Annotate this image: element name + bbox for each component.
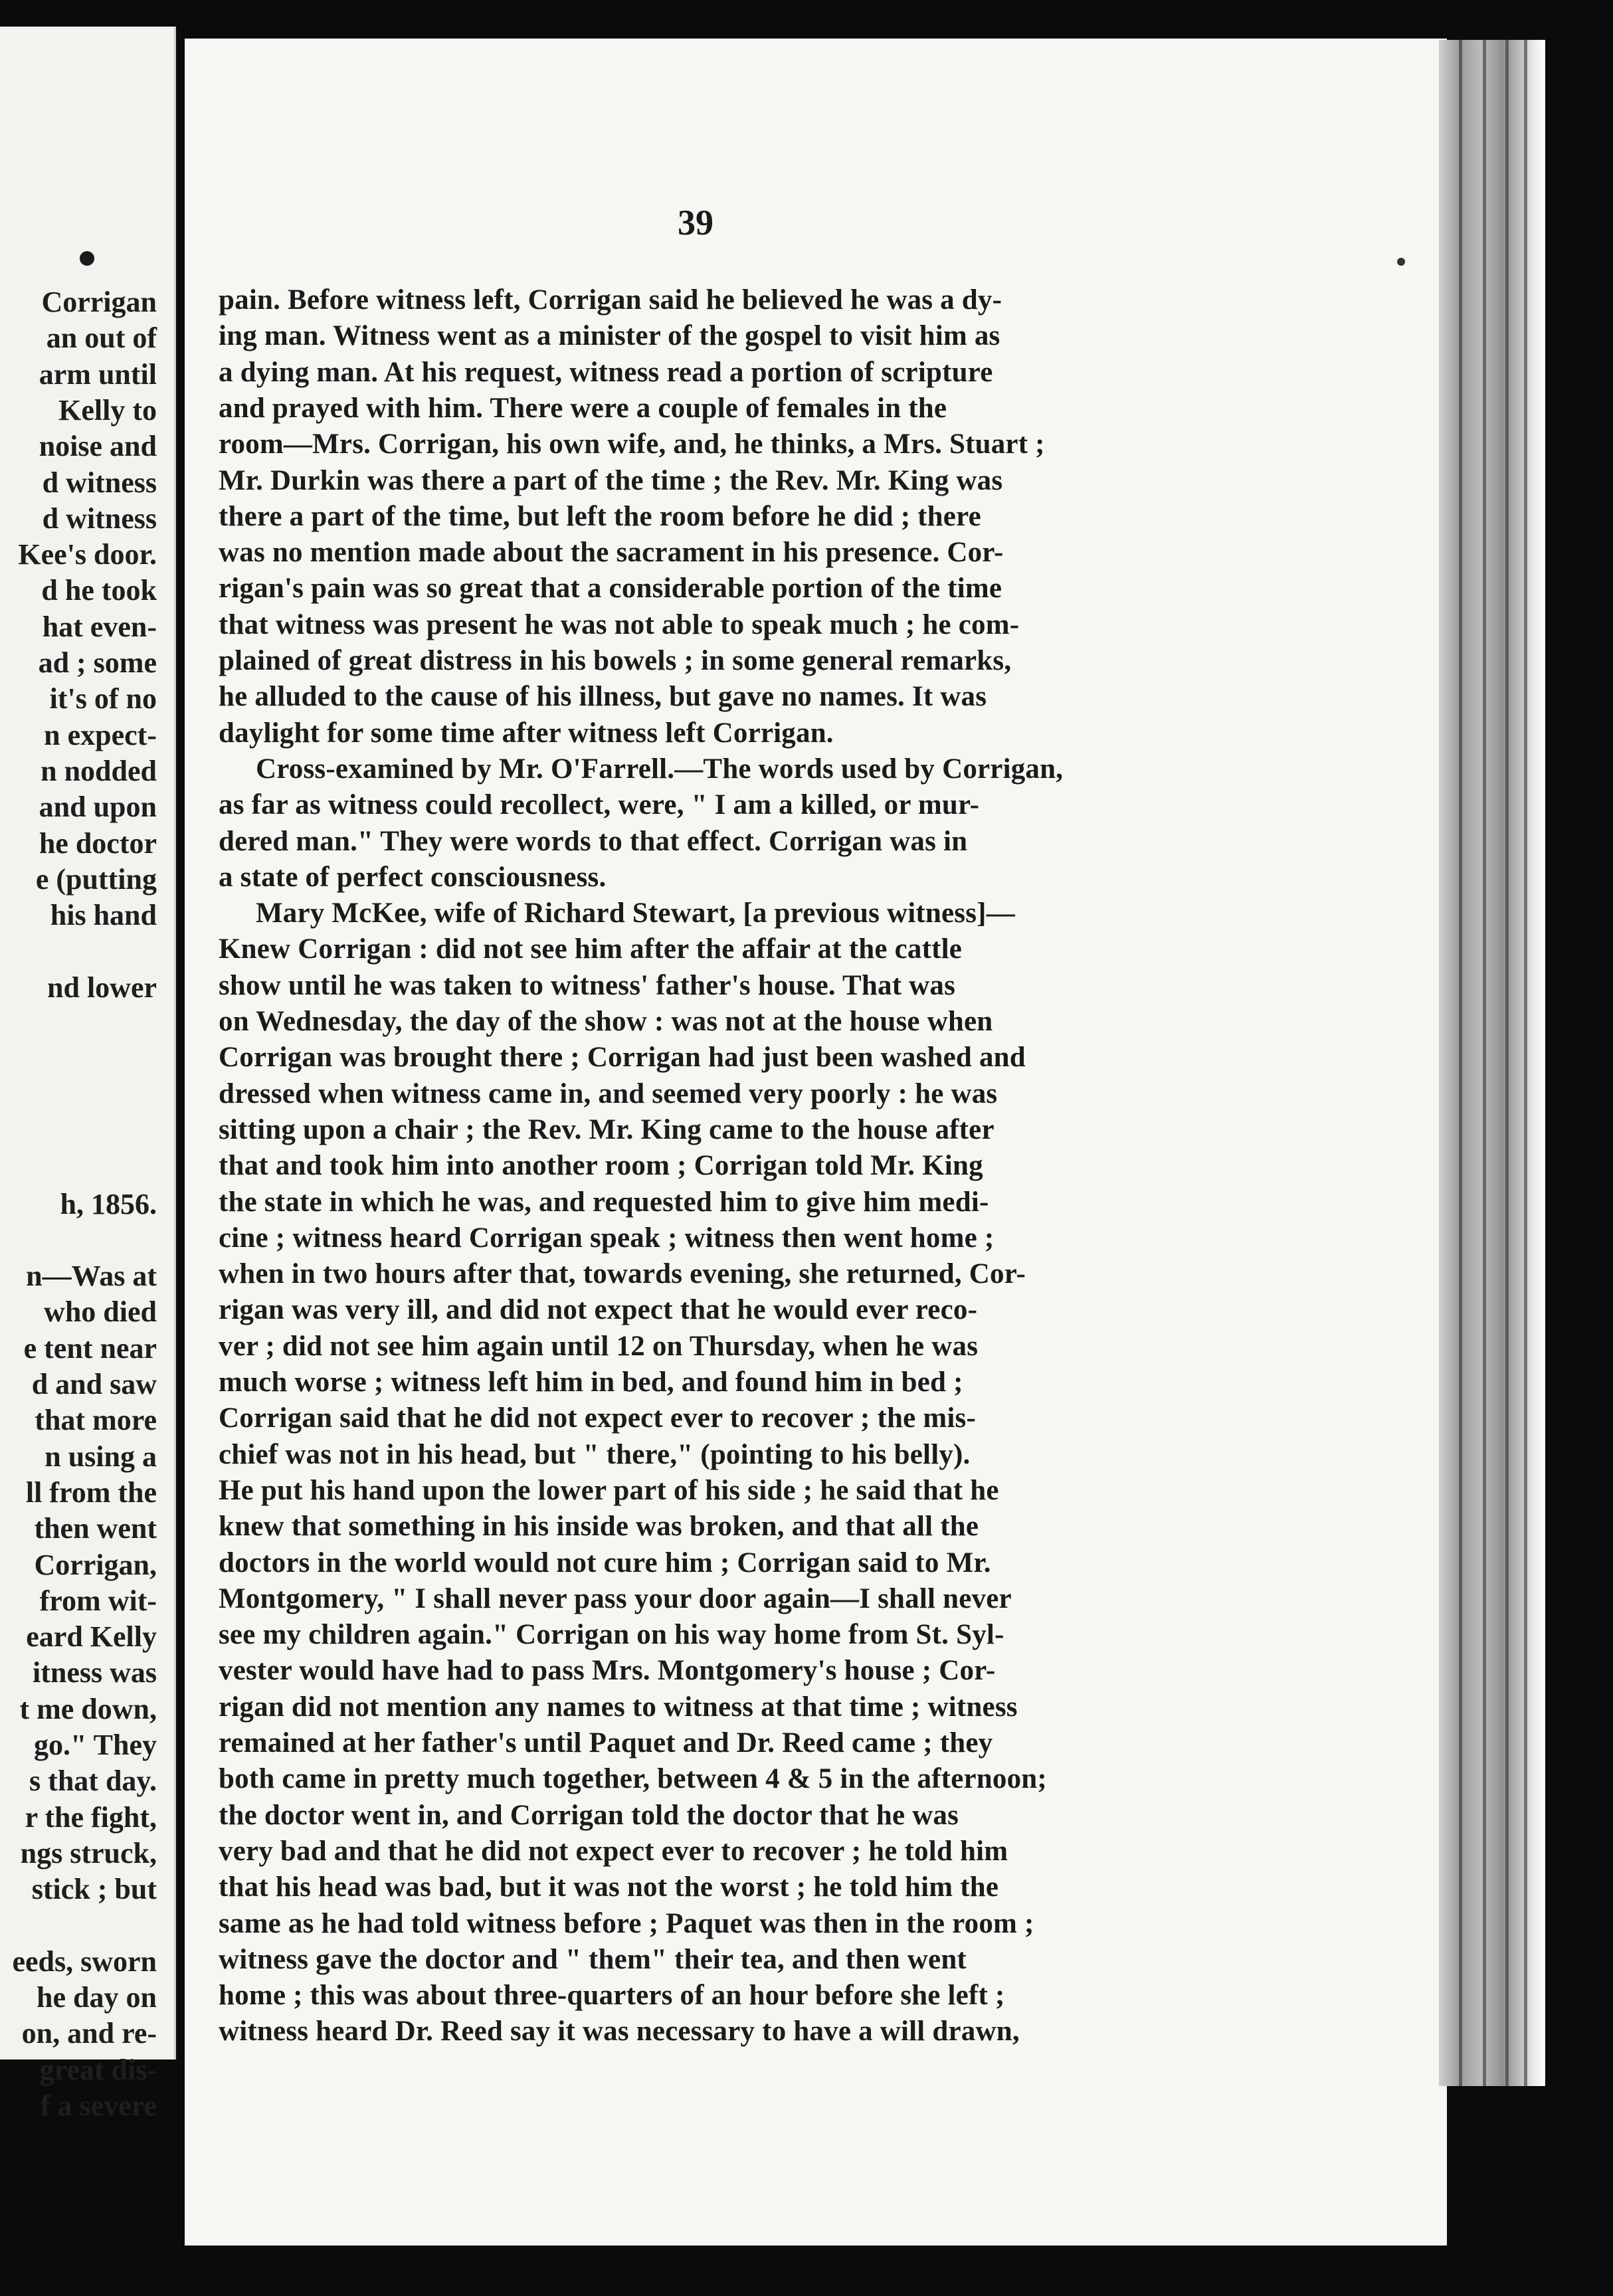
text-line: show until he was taken to witness' father's house. That was xyxy=(219,969,956,1001)
print-mark xyxy=(80,251,94,266)
facing-text-line: Corrigan, xyxy=(34,1548,157,1581)
text-line: dered man." They were words to that effect. Corrigan was in xyxy=(219,825,968,857)
facing-text-line: it's of no xyxy=(49,682,157,716)
text-line: same as he had told witness before ; Paquet was then in the room ; xyxy=(219,1907,1034,1939)
facing-text-line: n expect- xyxy=(44,718,157,751)
text-line: rigan did not mention any names to witness at that time ; witness xyxy=(219,1691,1018,1723)
facing-text-line: noise and xyxy=(39,430,157,463)
text-line: much worse ; witness left him in bed, and found him in bed ; xyxy=(219,1367,963,1398)
facing-text-line: arm until xyxy=(39,357,157,391)
facing-text-line: hat even- xyxy=(42,610,157,643)
facing-text-line: s that day. xyxy=(29,1765,157,1798)
text-line: see my children again." Corrigan on his way home from St. Syl- xyxy=(219,1619,1004,1651)
facing-text-line: he day on xyxy=(37,1981,157,2014)
text-line: sitting upon a chair ; the Rev. Mr. King came to the house after xyxy=(219,1113,995,1145)
text-line: both came in pretty much together, between 4 & 5 in the afternoon; xyxy=(219,1763,1047,1795)
text-line: home ; this was about three-quarters of an hour before she left ; xyxy=(219,1980,1005,2012)
facing-text-line: who died xyxy=(44,1295,157,1329)
facing-text-line: n nodded xyxy=(41,754,157,787)
facing-text-line: on, and re- xyxy=(21,2017,157,2050)
facing-text-line: t me down, xyxy=(19,1692,157,1725)
text-line: that and took him into another room ; Corrigan told Mr. King xyxy=(219,1150,983,1182)
facing-text-line: d he took xyxy=(41,574,157,607)
facing-text-line: e tent near xyxy=(23,1331,157,1365)
facing-text-line: d and saw xyxy=(31,1368,157,1400)
text-line: as far as witness could recollect, were, " I am a killed, or mur- xyxy=(219,789,980,821)
facing-page-fragment xyxy=(0,27,176,2122)
text-line: Mr. Durkin was there a part of the time ; the Rev. Mr. King was xyxy=(219,464,1003,496)
text-line: vester would have had to pass Mrs. Montgomery's house ; Cor- xyxy=(219,1655,996,1687)
facing-text-line: Corrigan xyxy=(41,286,157,318)
text-line: that his head was bad, but it was not the worst ; he told him the xyxy=(219,1871,999,1903)
facing-text-line: great dis- xyxy=(39,2053,157,2086)
text-line: Corrigan was brought there ; Corrigan had just been washed and xyxy=(219,1042,1026,1074)
facing-text-line: eard Kelly xyxy=(26,1620,157,1654)
text-line: was no mention made about the sacrament in his presence. Cor- xyxy=(219,537,1004,569)
text-line: Mary McKee, wife of Richard Stewart, [a previous witness]— xyxy=(256,898,1015,929)
text-line: room—Mrs. Corrigan, his own wife, and, he thinks, a Mrs. Stuart ; xyxy=(219,429,1045,460)
text-line: that witness was present he was not able to speak much ; he com- xyxy=(219,609,1020,640)
text-line: remained at her father's until Paquet and Dr. Reed came ; they xyxy=(219,1727,993,1759)
text-line: Montgomery, " I shall never pass your door again—I shall never xyxy=(219,1582,1012,1614)
page-number: 39 xyxy=(678,203,713,242)
book-page-edges xyxy=(1439,40,1545,2086)
facing-text-line: ad ; some xyxy=(38,646,157,679)
facing-text-line: Kelly to xyxy=(58,393,157,427)
facing-text-line: an out of xyxy=(46,322,157,355)
text-line: on Wednesday, the day of the show : was not at the house when xyxy=(219,1006,993,1037)
text-line: knew that something in his inside was broken, and that all the xyxy=(219,1511,979,1543)
text-line: Corrigan said that he did not expect ever to recover ; the mis- xyxy=(219,1402,976,1434)
facing-text-line: stick ; but xyxy=(31,1873,157,1906)
text-line: he alluded to the cause of his illness, but gave no names. It was xyxy=(219,681,987,713)
facing-text-line: r the fight, xyxy=(25,1800,157,1834)
text-line: dressed when witness came in, and seemed very poorly : he was xyxy=(219,1078,998,1109)
facing-text-line: n using a xyxy=(45,1440,157,1473)
facing-text-line: itness was xyxy=(32,1656,157,1689)
text-line: very bad and that he did not expect ever to recover ; he told him xyxy=(219,1835,1008,1867)
text-line: a state of perfect consciousness. xyxy=(219,861,607,893)
facing-text-line: d witness xyxy=(42,502,157,535)
text-line: He put his hand upon the lower part of his side ; he said that he xyxy=(219,1474,999,1506)
text-line: plained of great distress in his bowels ; in some general remarks, xyxy=(219,645,1012,676)
text-line: the state in which he was, and requested him to give him medi- xyxy=(219,1186,989,1218)
facing-text-line: e (putting xyxy=(35,862,157,896)
text-line: the doctor went in, and Corrigan told the doctor that he was xyxy=(219,1799,959,1831)
facing-text-line: nd lower xyxy=(47,971,157,1004)
facing-text-line: he doctor xyxy=(39,826,157,860)
text-line: cine ; witness heard Corrigan speak ; witness then went home ; xyxy=(219,1222,995,1254)
facing-text-line: n—Was at xyxy=(26,1260,157,1293)
facing-text-line: f a severe xyxy=(40,2089,157,2122)
facing-text-line: d witness xyxy=(42,466,157,499)
facing-text-line: ll from the xyxy=(25,1476,157,1509)
facing-text-line: from wit- xyxy=(39,1584,157,1617)
text-line: Cross-examined by Mr. O'Farrell.—The words used by Corrigan, xyxy=(256,753,1064,785)
text-line: when in two hours after that, towards evening, she returned, Cor- xyxy=(219,1258,1026,1290)
text-line: witness heard Dr. Reed say it was necessary to have a will drawn, xyxy=(219,2016,1020,2048)
facing-text-line: ngs struck, xyxy=(20,1836,157,1869)
text-line: witness gave the doctor and " them" their tea, and then went xyxy=(219,1943,967,1975)
text-line: ver ; did not see him again until 12 on Thursday, when he was xyxy=(219,1330,979,1362)
text-line: there a part of the time, but left the room before he did ; there xyxy=(219,500,981,532)
print-speck xyxy=(1397,258,1405,266)
text-line: rigan was very ill, and did not expect that he would ever reco- xyxy=(219,1294,978,1326)
facing-text-line: eeds, sworn xyxy=(12,1945,157,1978)
facing-text-line: go." They xyxy=(34,1729,157,1761)
facing-text-line: h, 1856. xyxy=(60,1187,157,1220)
facing-text-line: Kee's door. xyxy=(18,538,157,571)
text-line: Knew Corrigan : did not see him after the affair at the cattle xyxy=(219,933,963,965)
text-line: ing man. Witness went as a minister of the gospel to visit him as xyxy=(219,320,1000,352)
text-line: a dying man. At his request, witness read a portion of scripture xyxy=(219,356,993,388)
text-line: daylight for some time after witness left Corrigan. xyxy=(219,717,834,749)
facing-text-line: his hand xyxy=(50,899,157,932)
facing-text-line: then went xyxy=(34,1512,157,1545)
text-line: chief was not in his head, but " there," (pointing to his belly). xyxy=(219,1438,971,1470)
facing-text-line: that more xyxy=(35,1404,157,1437)
text-line: and prayed with him. There were a couple of females in the xyxy=(219,392,947,424)
text-line: pain. Before witness left, Corrigan said he believed he was a dy- xyxy=(219,284,1002,316)
text-line: doctors in the world would not cure him ; Corrigan said to Mr. xyxy=(219,1547,991,1578)
facing-text-line: and upon xyxy=(39,791,157,824)
text-line: rigan's pain was so great that a considerable portion of the time xyxy=(219,573,1002,605)
